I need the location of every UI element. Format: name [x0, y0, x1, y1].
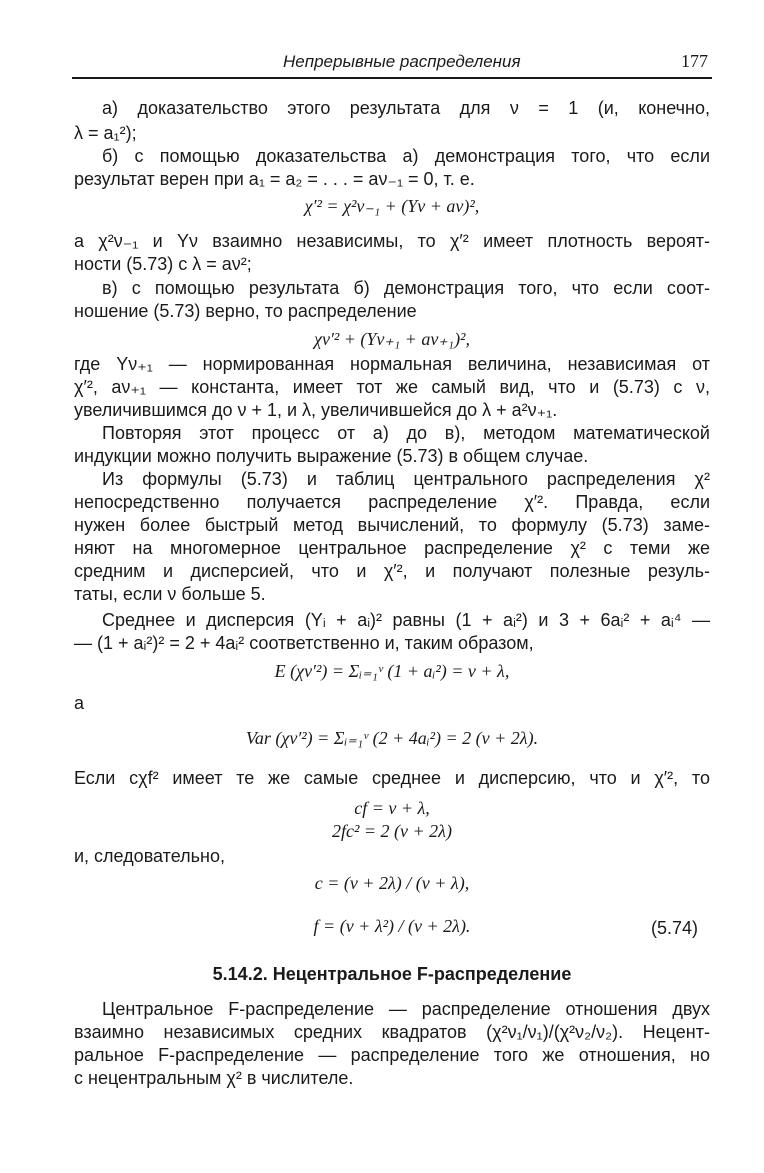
display-equation: cf = ν + λ,: [354, 798, 430, 818]
text-line: а: [74, 693, 85, 713]
text-line: непосредственно получается распределение χ′². Правда, если: [74, 492, 710, 512]
text-line: средним и дисперсией, что и χ′², и получают полезные резуль-: [74, 561, 710, 581]
text-line: а χ²ν₋₁ и Yν взаимно независимы, то χ′² имеет плотность вероят-: [74, 231, 710, 251]
display-equation: f = (ν + λ²) / (ν + 2λ).: [313, 916, 471, 936]
text-line: ности (5.73) с λ = aν²;: [74, 254, 252, 274]
display-equation: χ′² = χ²ν₋₁ + (Yν + aν)²,: [304, 196, 480, 216]
text-line: результат верен при a₁ = a₂ = . . . = aν₋₁ = 0, т. е.: [74, 169, 475, 189]
text-line: и, следовательно,: [74, 846, 225, 866]
equation-number: (5.74): [651, 918, 699, 938]
header-rule: [72, 77, 712, 79]
text-line: таты, если ν больше 5.: [74, 584, 266, 604]
text-line: — (1 + aᵢ²)² = 2 + 4aᵢ² соответственно и, таким образом,: [74, 633, 534, 653]
text-line: λ = a₁²);: [74, 123, 137, 143]
text-line: Если cχf² имеет те же самые среднее и дисперсию, что и χ′², то: [74, 768, 710, 788]
text-line: Из формулы (5.73) и таблиц центрального распределения χ²: [102, 469, 710, 489]
section-heading: 5.14.2. Нецентральное F-распределение: [212, 964, 572, 984]
running-title: Непрерывные распределения: [283, 52, 521, 71]
text-line: где Yν₊₁ — нормированная нормальная величина, независимая от: [74, 354, 710, 374]
text-line: нужен более быстрый метод вычислений, то формулу (5.73) заме-: [74, 515, 710, 535]
text-line: ношение (5.73) верно, то распределение: [74, 301, 417, 321]
text-line: индукции можно получить выражение (5.73) в общем случае.: [74, 446, 589, 466]
text-line: б) с помощью доказательства а) демонстрация того, что если: [102, 146, 710, 166]
text-line: Центральное F-распределение — распределение отношения двух: [102, 999, 710, 1019]
text-line: Среднее и дисперсия (Yᵢ + aᵢ)² равны (1 + aᵢ²) и 3 + 6aᵢ² + aᵢ⁴ —: [102, 610, 710, 630]
page-number: 177: [681, 51, 708, 71]
display-equation: Var (χν′²) = Σᵢ₌₁ᵛ (2 + 4aᵢ²) = 2 (ν + 2λ).: [245, 728, 539, 748]
text-line: Повторяя этот процесс от а) до в), методом математической: [102, 423, 710, 443]
text-line: няют на многомерное центральное распределение χ² с теми же: [74, 538, 710, 558]
text-line: взаимно независимых средних квадратов (χ²ν₁/ν₁)/(χ²ν₂/ν₂). Нецент-: [74, 1022, 710, 1042]
display-equation: 2fc² = 2 (ν + 2λ): [332, 821, 452, 841]
display-equation: c = (ν + 2λ) / (ν + λ),: [314, 873, 470, 893]
text-line: с нецентральным χ² в числителе.: [74, 1068, 354, 1088]
display-equation: E (χν′²) = Σᵢ₌₁ᵛ (1 + aᵢ²) = ν + λ,: [274, 661, 510, 681]
text-line: а) доказательство этого результата для ν = 1 (и, конечно,: [102, 98, 710, 118]
text-line: в) с помощью результата б) демонстрация того, что если соот-: [102, 278, 710, 298]
text-line: увеличившимся до ν + 1, и λ, увеличившейся до λ + a²ν₊₁.: [74, 400, 558, 420]
display-equation: χν′² + (Yν₊₁ + aν₊₁)²,: [314, 329, 470, 349]
text-line: χ′², aν₊₁ — константа, имеет тот же самый вид, что и (5.73) с ν,: [74, 377, 710, 397]
text-line: ральное F-распределение — распределение того же отношения, но: [74, 1045, 710, 1065]
